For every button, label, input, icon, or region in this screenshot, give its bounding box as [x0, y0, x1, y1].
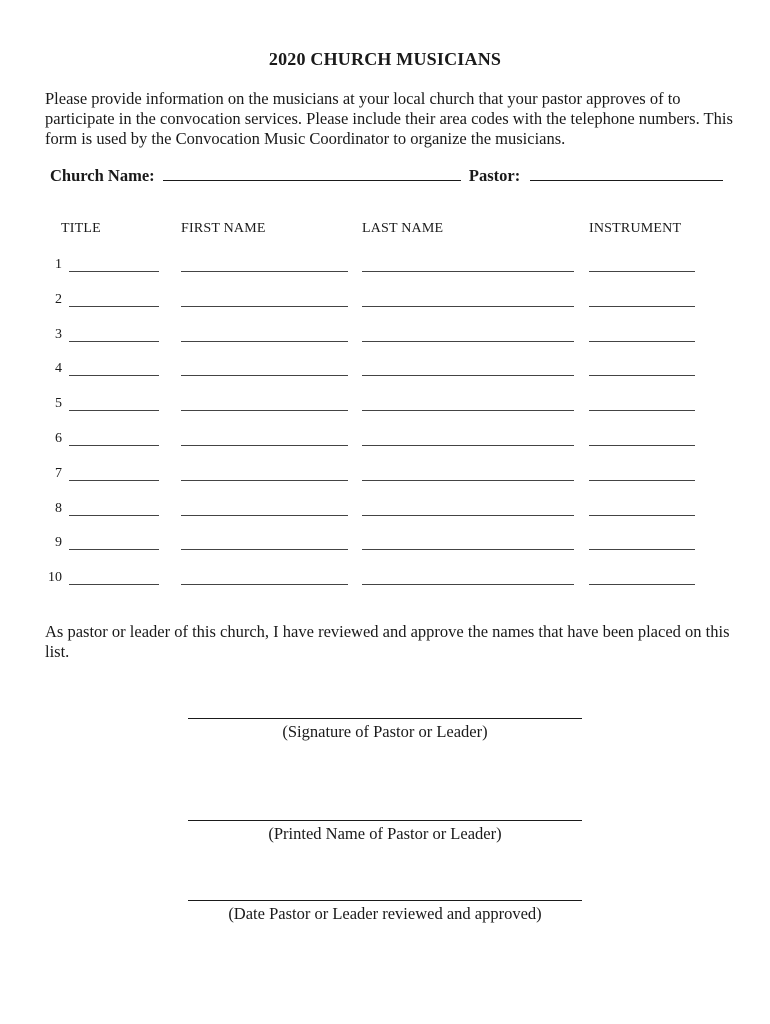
printed-name-line[interactable] [188, 820, 582, 821]
row-number: 8 [55, 500, 62, 516]
title-field[interactable] [69, 515, 159, 516]
title-field[interactable] [69, 445, 159, 446]
row-number: 6 [55, 430, 62, 446]
first-name-field[interactable] [181, 445, 348, 446]
church-pastor-line [50, 166, 740, 186]
date-block [0, 900, 770, 924]
church-name-label: Church Name: [50, 166, 155, 185]
instrument-field[interactable] [589, 445, 695, 446]
musician-row [0, 325, 770, 360]
column-header-instrument: INSTRUMENT [589, 221, 682, 236]
first-name-field[interactable] [181, 271, 348, 272]
row-number: 5 [55, 396, 62, 412]
last-name-field[interactable] [362, 515, 574, 516]
musician-row [0, 499, 770, 534]
instrument-field[interactable] [589, 480, 695, 481]
title-field[interactable] [69, 549, 159, 550]
instrument-field[interactable] [589, 306, 695, 307]
intro-paragraph: Please provide information on the musicians at your local church that your pastor approves of to participate in the convocation services. Please include their area codes with the telephone numbers. This form is used by the Convocation Music Coordinator to organize the musicians. [45, 89, 733, 148]
last-name-field[interactable] [362, 306, 574, 307]
pastor-label: Pastor: [468, 166, 521, 185]
signature-line[interactable] [188, 718, 582, 719]
musician-row [0, 568, 770, 603]
row-number: 2 [55, 291, 62, 307]
row-number: 10 [48, 570, 62, 586]
first-name-field[interactable] [181, 515, 348, 516]
first-name-field[interactable] [181, 480, 348, 481]
first-name-field[interactable] [181, 306, 348, 307]
first-name-field[interactable] [181, 341, 348, 342]
instrument-field[interactable] [589, 410, 695, 411]
last-name-field[interactable] [362, 549, 574, 550]
instrument-field[interactable] [589, 584, 695, 585]
instrument-field[interactable] [589, 515, 695, 516]
date-line[interactable] [188, 900, 582, 901]
title-field[interactable] [69, 480, 159, 481]
instrument-field[interactable] [589, 375, 695, 376]
instrument-field[interactable] [589, 271, 695, 272]
printed-name-caption: (Printed Name of Pastor or Leader) [268, 824, 502, 843]
instrument-field[interactable] [589, 549, 695, 550]
last-name-field[interactable] [362, 271, 574, 272]
row-number: 1 [55, 257, 62, 272]
title-field[interactable] [69, 410, 159, 411]
first-name-field[interactable] [181, 584, 348, 585]
title-field[interactable] [69, 584, 159, 585]
first-name-field[interactable] [181, 410, 348, 411]
musician-row [0, 394, 770, 429]
musician-row [0, 255, 770, 290]
title-field[interactable] [69, 341, 159, 342]
musician-row [0, 533, 770, 568]
title-field[interactable] [69, 306, 159, 307]
musician-row [0, 429, 770, 464]
last-name-field[interactable] [362, 445, 574, 446]
printed-name-block [0, 820, 770, 844]
column-header-last-name: LAST NAME [362, 221, 444, 236]
last-name-field[interactable] [362, 341, 574, 342]
last-name-field[interactable] [362, 410, 574, 411]
musician-row [0, 464, 770, 499]
row-number: 4 [55, 361, 62, 377]
row-number: 7 [55, 465, 62, 481]
first-name-field[interactable] [181, 375, 348, 376]
signature-block [0, 718, 770, 742]
last-name-field[interactable] [362, 584, 574, 585]
date-caption: (Date Pastor or Leader reviewed and approved) [228, 904, 542, 923]
pastor-field[interactable] [530, 166, 723, 181]
last-name-field[interactable] [362, 480, 574, 481]
instrument-field[interactable] [589, 341, 695, 342]
column-header-title: TITLE [61, 221, 101, 236]
first-name-field[interactable] [181, 549, 348, 550]
form-title: 2020 CHURCH MUSICIANS [268, 49, 502, 69]
column-header-first-name: FIRST NAME [181, 221, 266, 236]
title-field[interactable] [69, 271, 159, 272]
musician-rows [0, 255, 770, 603]
approval-statement: As pastor or leader of this church, I have reviewed and approve the names that have been placed on this list. [45, 622, 730, 661]
musician-row [0, 359, 770, 394]
row-number: 3 [55, 326, 62, 342]
title-field[interactable] [69, 375, 159, 376]
church-name-field[interactable] [163, 166, 461, 181]
last-name-field[interactable] [362, 375, 574, 376]
row-number: 9 [55, 535, 62, 551]
musician-row [0, 290, 770, 325]
signature-caption: (Signature of Pastor or Leader) [282, 722, 488, 741]
